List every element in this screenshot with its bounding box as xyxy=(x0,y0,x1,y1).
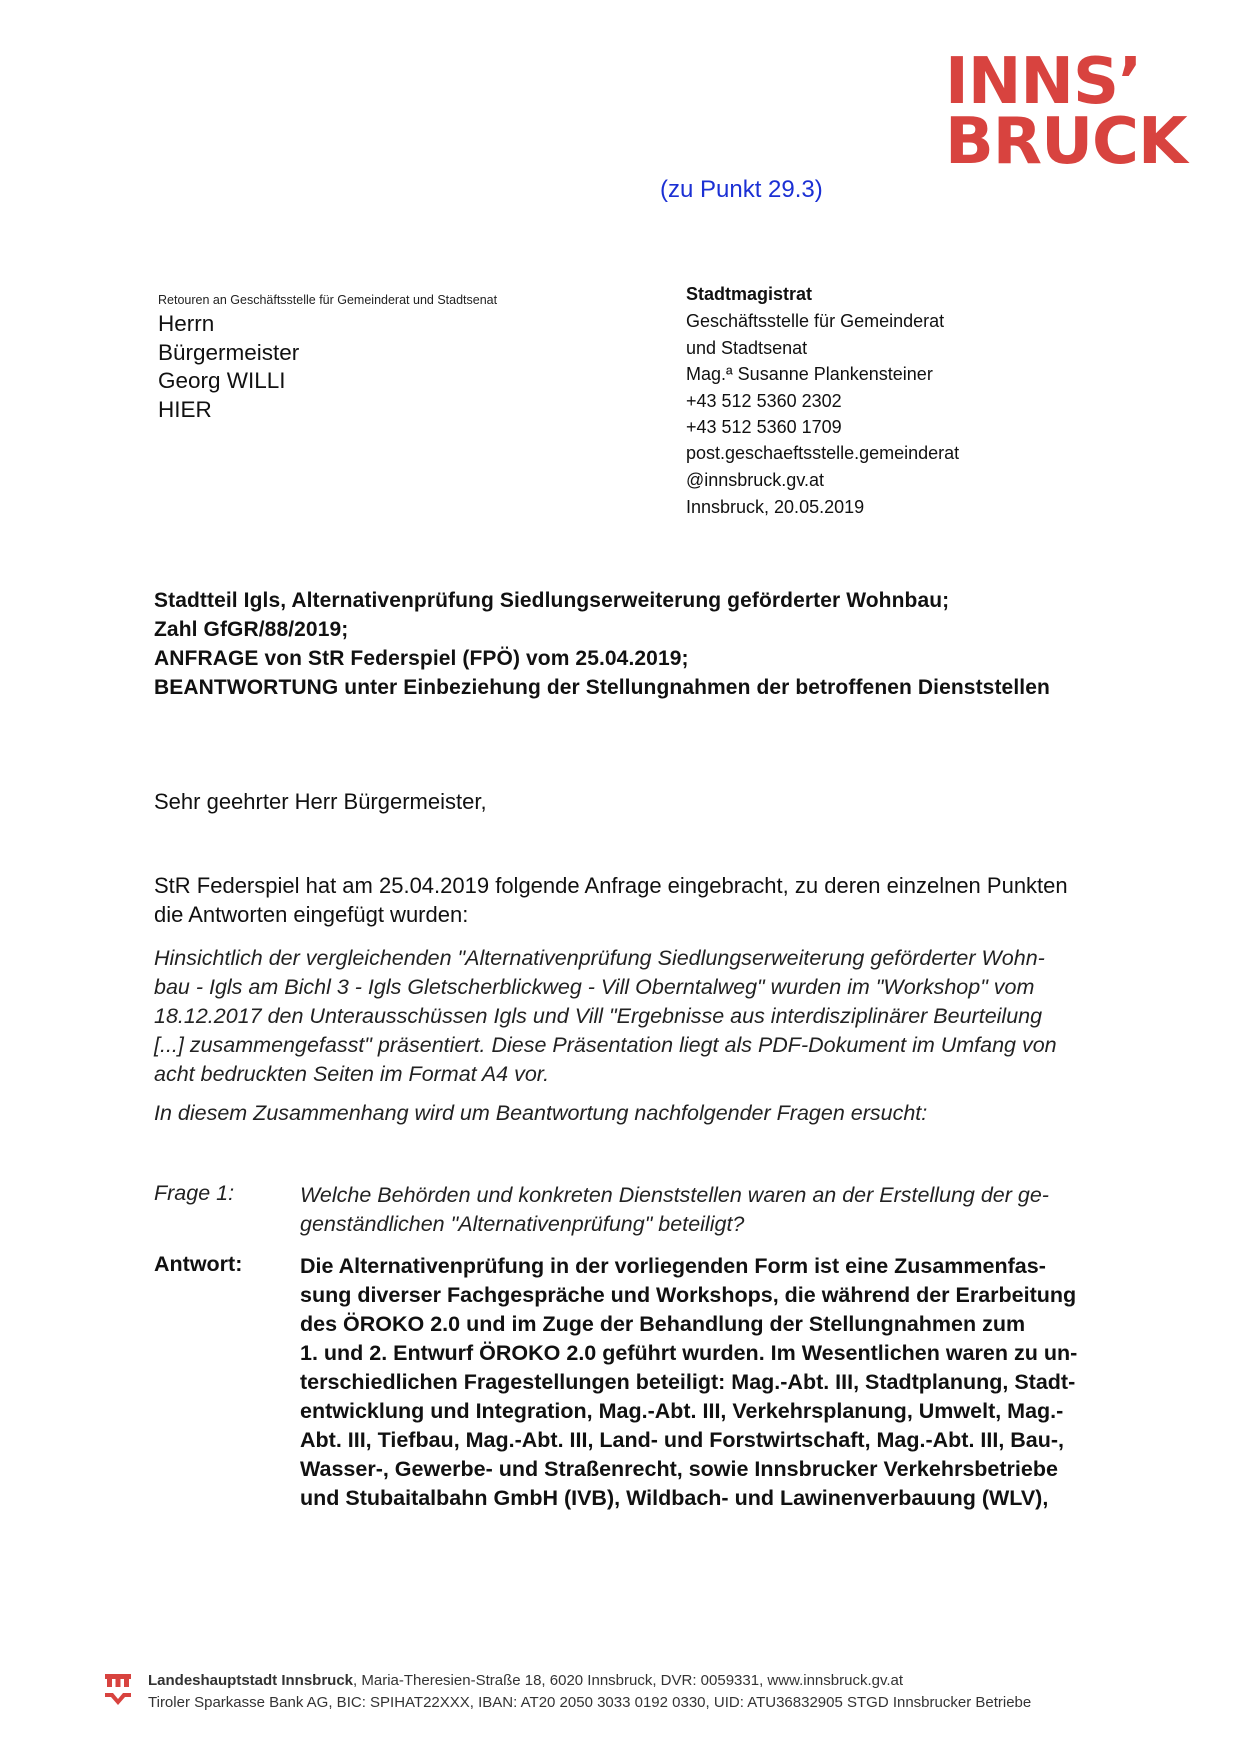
logo-line-1: INNS’ xyxy=(945,45,1142,119)
letter-date: Innsbruck, 20.05.2019 xyxy=(686,497,865,517)
subject-line: Stadtteil Igls, Alternativenprüfung Siedlungserweiterung geförderter Wohnbau; xyxy=(154,589,950,612)
clerk-name: Mag.ª Susanne Plankensteiner xyxy=(686,364,933,384)
question-label: Frage 1: xyxy=(154,1181,235,1205)
recipient-address xyxy=(158,310,299,425)
email-line-1: post.geschaeftsstelle.gemeinderat xyxy=(686,443,960,463)
answer-line: Wasser-, Gewerbe- und Straßenrecht, sowie Innsbrucker Verkehrsbetriebe xyxy=(300,1457,1058,1481)
fax-number: +43 512 5360 1709 xyxy=(686,417,842,437)
answer-line: entwicklung und Integration, Mag.-Abt. III, Verkehrsplanung, Umwelt, Mag.- xyxy=(300,1399,1064,1423)
subject-line: Zahl GfGR/88/2019; xyxy=(154,618,349,641)
city-emblem-icon xyxy=(104,1672,132,1708)
answer-line: des ÖROKO 2.0 und im Zuge der Behandlung der Stellungnahmen zum xyxy=(300,1312,1026,1336)
intro-paragraph xyxy=(154,871,1154,929)
phone-number: +43 512 5360 2302 xyxy=(686,391,842,411)
answer-line: sung diverser Fachgespräche und Workshops, die während der Erarbeitung xyxy=(300,1283,1077,1307)
footer-bank-line: Tiroler Sparkasse Bank AG, BIC: SPIHAT22XXX, IBAN: AT20 2050 3033 0192 0330, UID: ATU36832905 STGD Innsbrucker Betriebe xyxy=(148,1694,1032,1711)
intro-line: die Antworten eingefügt wurden: xyxy=(154,902,469,927)
quote-line: acht bedruckten Seiten im Format A4 vor. xyxy=(154,1062,550,1086)
email-line-2: @innsbruck.gv.at xyxy=(686,470,824,490)
subject-line: BEANTWORTUNG unter Einbeziehung der Stellungnahmen der betroffenen Dienststellen xyxy=(154,676,1050,699)
recipient-line: Bürgermeister xyxy=(158,339,300,365)
inquiry-request: In diesem Zusammenhang wird um Beantwortung nachfolgender Fragen ersucht: xyxy=(154,1101,928,1125)
recipient-line: Georg WILLI xyxy=(158,368,286,394)
inquiry-quote xyxy=(154,944,1154,1089)
question-line: genständlichen "Alternativenprüfung" beteiligt? xyxy=(300,1212,745,1236)
answer-line: und Stubaitalbahn GmbH (IVB), Wildbach- und Lawinenverbauung (WLV), xyxy=(300,1486,1049,1510)
footer-city-name: Landeshauptstadt Innsbruck xyxy=(148,1672,354,1689)
sender-office-line-1: Geschäftsstelle für Gemeinderat xyxy=(686,311,945,331)
answer-text xyxy=(300,1252,1132,1513)
answer-line: 1. und 2. Entwurf ÖROKO 2.0 geführt wurden. Im Wesentlichen waren zu un- xyxy=(300,1341,1078,1365)
sender-office-line-2: und Stadtsenat xyxy=(686,338,808,358)
recipient-line: Herrn xyxy=(158,311,215,336)
return-note: Retouren an Geschäftsstelle für Gemeinderat und Stadtsenat xyxy=(158,293,498,307)
answer-line: Die Alternativenprüfung in der vorliegenden Form ist eine Zusammenfas- xyxy=(300,1254,1046,1278)
question-line: Welche Behörden und konkreten Dienststellen waren an der Erstellung der ge- xyxy=(300,1183,1049,1207)
recipient-line: HIER xyxy=(158,397,212,423)
footer-address: , Maria-Theresien-Straße 18, 6020 Innsbruck, DVR: 0059331, www.innsbruck.gv.at xyxy=(353,1672,904,1689)
salutation: Sehr geehrter Herr Bürgermeister, xyxy=(154,789,487,814)
sender-department: Stadtmagistrat xyxy=(686,284,813,304)
subject-line: ANFRAGE von StR Federspiel (FPÖ) vom 25.04.2019; xyxy=(154,647,689,670)
subject-block xyxy=(154,586,1050,702)
innsbruck-logo xyxy=(945,45,1195,182)
quote-line: [...] zusammengefasst" präsentiert. Diese Präsentation liegt als PDF-Dokument im Umfang von xyxy=(154,1033,1057,1057)
quote-line: bau - Igls am Bichl 3 - Igls Gletscherblickweg - Vill Oberntalweg" wurden im "Workshop" vom xyxy=(154,975,1035,999)
agenda-reference: (zu Punkt 29.3) xyxy=(660,176,823,203)
answer-line: terschiedlichen Fragestellungen beteiligt: Mag.-Abt. III, Stadtplanung, Stadt- xyxy=(300,1370,1076,1394)
intro-line: StR Federspiel hat am 25.04.2019 folgende Anfrage eingebracht, zu deren einzelnen Punkten xyxy=(154,873,1068,898)
question-text xyxy=(300,1181,1132,1239)
logo-line-2: BRUCK xyxy=(945,105,1187,179)
quote-line: 18.12.2017 den Unterausschüssen Igls und Vill "Ergebnisse aus interdisziplinärer Beurteilung xyxy=(154,1004,1043,1028)
footer-address-line xyxy=(148,1672,903,1689)
quote-line: Hinsichtlich der vergleichenden "Alternativenprüfung Siedlungserweiterung geförderter Wohn- xyxy=(154,946,1045,970)
answer-line: Abt. III, Tiefbau, Mag.-Abt. III, Land- und Forstwirtschaft, Mag.-Abt. III, Bau-, xyxy=(300,1428,1065,1452)
answer-label: Antwort: xyxy=(154,1252,243,1276)
